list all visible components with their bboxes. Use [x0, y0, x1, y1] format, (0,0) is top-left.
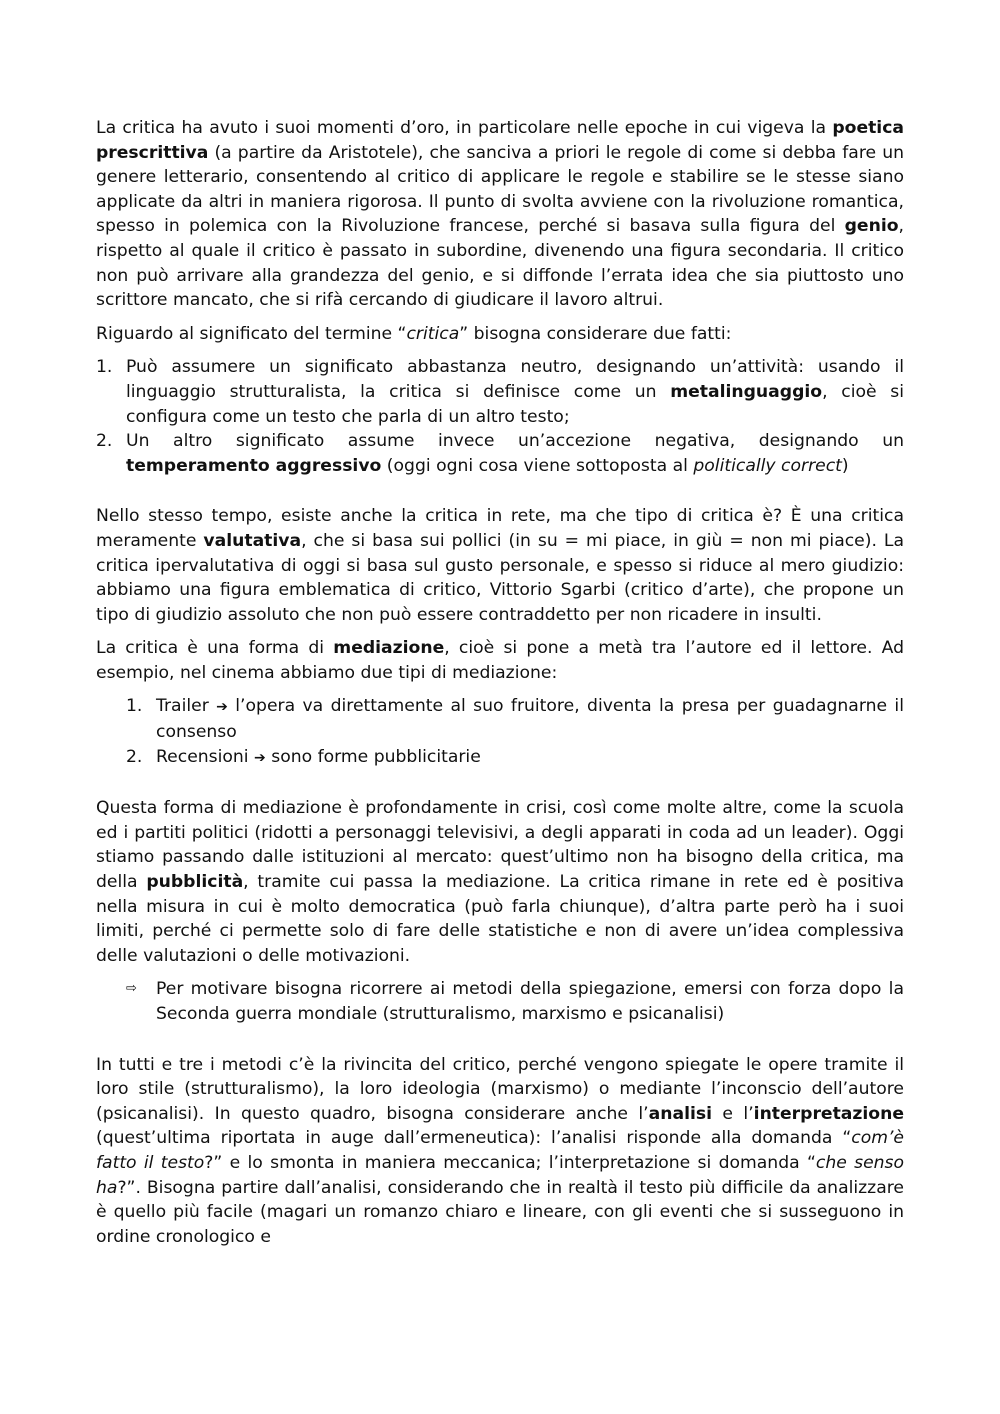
- arrow-bullet-item: [96, 977, 904, 1026]
- mediation-list: [96, 694, 904, 770]
- text-span: ?”. Bisogna partire dall’analisi, considerando che in realtà il testo più difficile da analizzare è quello più facile (magari un romanzo chiaro e lineare, con gli eventi che si susseguono in ordine cronologico e: [96, 1177, 904, 1247]
- text-span: ?” e lo smonta in maniera meccanica; l’interpretazione si domanda “: [204, 1152, 816, 1173]
- blank-line: [96, 779, 904, 796]
- bold-term: mediazione: [333, 638, 445, 659]
- text-span: Questa forma di mediazione è profondamente in crisi, così come molte altre, come la scuola ed i partiti politici (ridotti a personaggi televisivi, a degli apparati in coda ad un leader). Oggi stiamo passando dalle istituzioni al mercato: quest’ultimo non ha bisogno della critica, ma della: [96, 798, 904, 893]
- text-span: ” bisogna considerare due fatti:: [459, 323, 732, 344]
- text-span: (oggi ogni cosa viene sottoposta al: [381, 455, 694, 476]
- italic-term: che senso ha: [96, 1152, 905, 1198]
- text-span: Recensioni: [156, 746, 255, 767]
- arrow-right-icon: ➔: [254, 749, 266, 766]
- bold-term: pubblicità: [146, 872, 244, 893]
- bullet-text: Per motivare bisogna ricorrere ai metodi della spiegazione, emersi con forza dopo la Seconda guerra mondiale (strutturalismo, marxismo e psicanalisi): [156, 979, 904, 1024]
- paragraph-4: [96, 636, 904, 685]
- list-item-text: [156, 745, 904, 771]
- text-span: , tramite cui passa la mediazione. La critica rimane in rete ed è positiva nella misura in cui è molto democratica (può farla chiunque), d’altra parte però ha i suoi limiti, perché ci permette solo di fare delle statistiche e non di avere un’idea complessiva delle valutazioni o delle motivazioni.: [96, 872, 905, 966]
- text-span: e l’: [712, 1103, 754, 1124]
- text-span: l’opera va direttamente al suo fruitore, diventa la presa per guadagnarne il consenso: [156, 696, 904, 743]
- list-number: 1.: [96, 357, 113, 378]
- text-span: In tutti e tre i metodi c’è la rivincita del critico, perché vengono spiegate le opere tramite il loro stile (strutturalismo), la loro ideologia (marxismo) o mediante l’inconscio dell’autore (psicanalisi). In questo quadro, bisogna considerare anche l’: [96, 1054, 904, 1124]
- bold-term: analisi: [648, 1103, 712, 1124]
- text-span: La critica ha avuto i suoi momenti d’oro, in particolare nelle epoche in cui vigeva la: [96, 118, 833, 138]
- blank-line: [96, 487, 904, 504]
- list-number: 2.: [126, 746, 143, 767]
- text-span: ): [841, 455, 849, 476]
- text-span: La critica è una forma di: [96, 638, 334, 659]
- list-number: 1.: [126, 696, 143, 717]
- text-span: Può assumere un significato abbastanza neutro, designando un’attività: usando il linguaggio strutturalista, la critica si definisce come un: [126, 357, 904, 402]
- meaning-list: [96, 355, 904, 478]
- text-span: Trailer: [156, 696, 217, 717]
- list-item: [96, 429, 904, 478]
- bold-term: valutativa: [203, 530, 302, 551]
- paragraph-2: [96, 322, 904, 347]
- list-item: [96, 355, 904, 429]
- list-item-text: [126, 355, 904, 429]
- blank-line: [96, 1036, 904, 1053]
- text-span: (a partire da Aristotele), che sanciva a priori le regole di come si debba fare un genere letterario, consentendo al critico di applicare le regole e stabilire se le stesse siano applicate da altri in maniera rigorosa. Il punto di svolta avviene con la rivoluzione romantica, spesso in polemica con la Rivoluzione francese, perché si basava sulla figura del: [96, 142, 904, 237]
- italic-term: com’è fatto il testo: [96, 1128, 904, 1173]
- bold-term: genio: [844, 216, 899, 237]
- text-span: , cioè si configura come un testo che parla di un altro testo;: [126, 381, 904, 427]
- arrow-right-icon: ➔: [216, 699, 228, 716]
- text-span: , che si basa sui pollici (in su = mi piace, in giù = non mi piace). La critica ipervalutativa di oggi si basa sul gusto personale, e spesso si riduce al mero giudizio: abbiamo una figura emblematica di critico, Vittorio Sgarbi (critico d’arte), che propone un tipo di giudizio assoluto che non può essere contraddetto per non ricadere in insulti.: [96, 530, 905, 625]
- list-item-text: [156, 694, 904, 744]
- text-span: Nello stesso tempo, esiste anche la critica in rete, ma che tipo di critica è? È una critica meramente: [96, 506, 904, 551]
- bold-term: poetica prescrittiva: [96, 118, 904, 163]
- text-span: sono forme pubblicitarie: [265, 746, 481, 767]
- paragraph-1: [96, 116, 904, 313]
- bold-term: temperamento aggressivo: [126, 455, 382, 476]
- outline-arrow-icon: ⇨: [126, 981, 137, 997]
- text-span: Riguardo al significato del termine “: [96, 323, 407, 344]
- list-item: [126, 694, 904, 744]
- paragraph-5: [96, 796, 904, 968]
- list-number: 2.: [96, 431, 113, 452]
- text-span: (quest’ultima riportata in auge dall’ermeneutica): l’analisi risponde alla domanda “: [96, 1128, 852, 1149]
- text-span: , cioè si pone a metà tra l’autore ed il lettore. Ad esempio, nel cinema abbiamo due tipi di mediazione:: [96, 638, 904, 683]
- bold-term: interpretazione: [753, 1103, 904, 1124]
- text-span: , rispetto al quale il critico è passato in subordine, divenendo una figura secondaria. Il critico non può arrivare alla grandezza del genio, e si diffonde l’errata idea che sia piuttosto uno scrittore mancato, che si rifà cercando di giudicare il lavoro altrui.: [96, 216, 904, 311]
- list-item: [126, 745, 904, 771]
- italic-term: politically correct: [693, 455, 842, 476]
- text-span: Un altro significato assume invece un’accezione negativa, designando un: [126, 431, 904, 452]
- bold-term: metalinguaggio: [670, 381, 823, 402]
- italic-term: critica: [406, 323, 460, 344]
- list-item-text: [126, 429, 904, 478]
- paragraph-3: [96, 504, 904, 627]
- paragraph-6: [96, 1053, 904, 1250]
